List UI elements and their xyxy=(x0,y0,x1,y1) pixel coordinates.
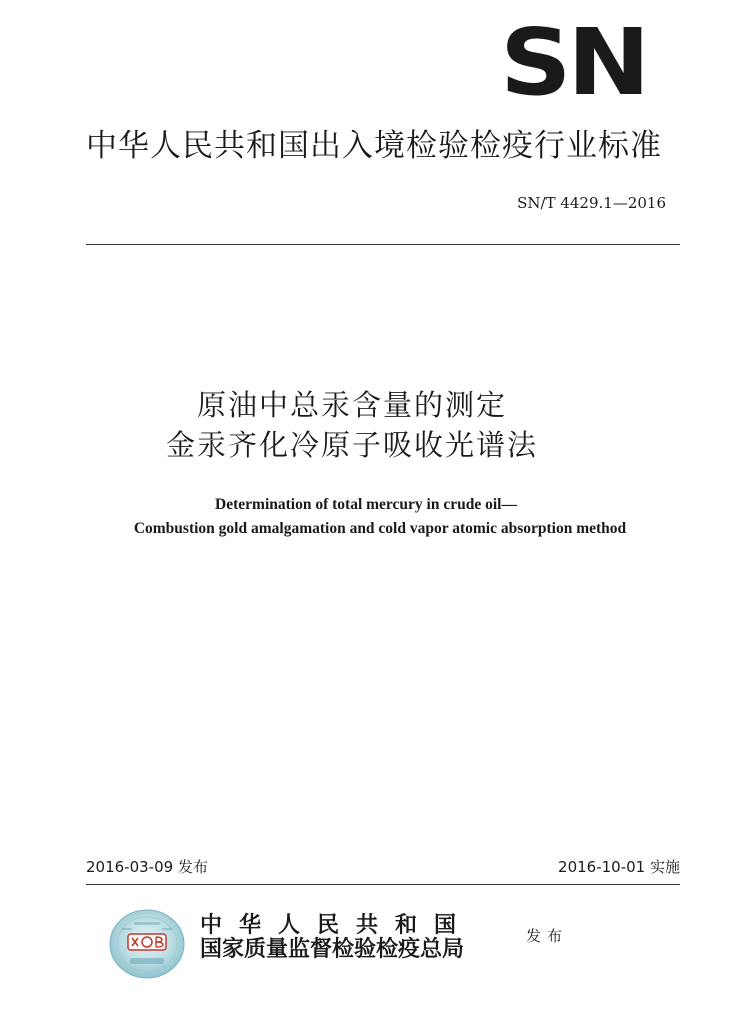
chinese-title-line-1: 原油中总汞含量的测定 xyxy=(196,388,507,422)
issue-date: 2016-03-09 发布 xyxy=(86,858,208,876)
issuer-line-1: 中华人民共和国 xyxy=(200,912,474,938)
anti-counterfeit-seal-icon xyxy=(108,908,186,980)
english-title-line-2: Combustion gold amalgamation and cold vapor atomic absorption method xyxy=(133,520,627,537)
implementation-date: 2016-10-01 实施 xyxy=(558,858,680,876)
top-divider xyxy=(86,244,680,245)
issuer-line-2: 国家质量监督检验检疫总局 xyxy=(200,936,465,962)
sn-logo: SN xyxy=(500,9,647,116)
standard-code: SN/T 4429.1—2016 xyxy=(517,194,666,212)
english-title-line-1: Determination of total mercury in crude oil— xyxy=(215,496,517,513)
bottom-divider xyxy=(86,884,680,885)
industry-standard-heading: 中华人民共和国出入境检验检疫行业标准 xyxy=(86,128,662,164)
chinese-title-line-2: 金汞齐化冷原子吸收光谱法 xyxy=(165,428,538,462)
publish-label: 发布 xyxy=(526,927,569,945)
